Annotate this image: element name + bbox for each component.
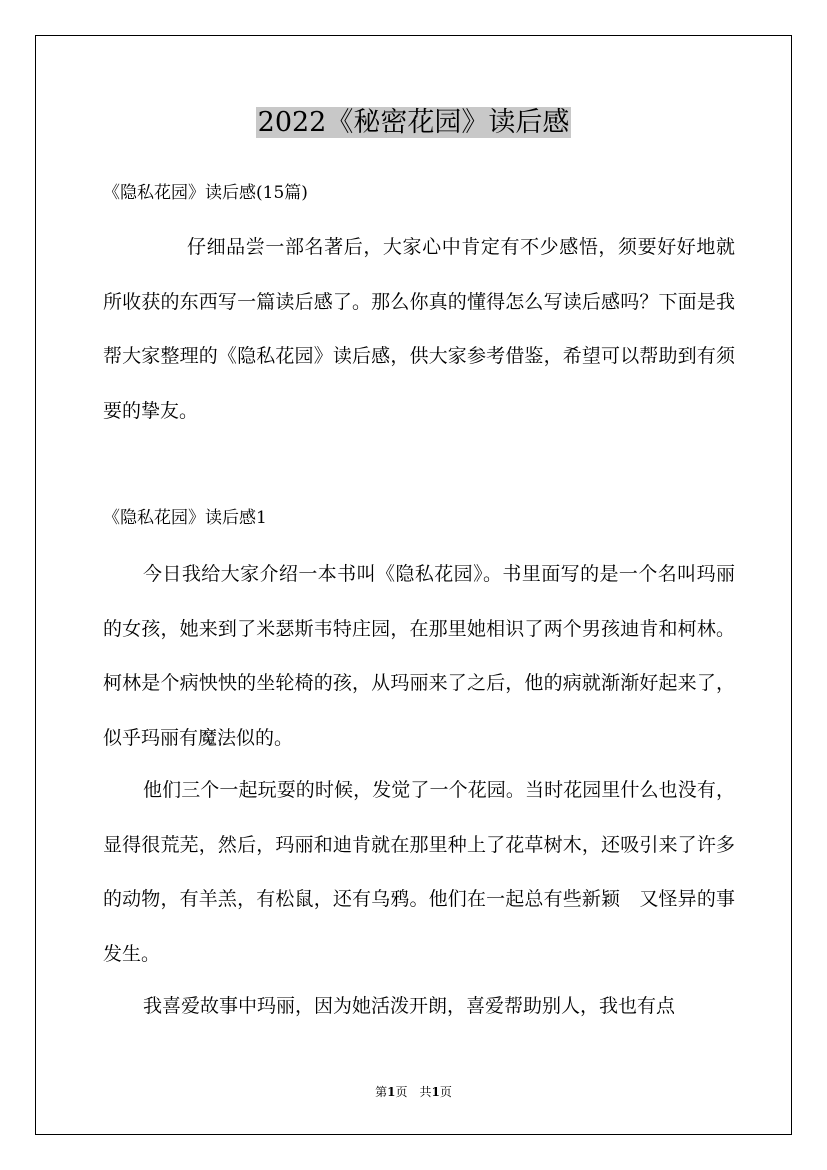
body-paragraph-1: 今日我给大家介绍一本书叫《隐私花园》。书里面写的是一个名叫玛丽的女孩，她来到了米瑟斯韦特庄园，在那里她相识了两个男孩迪肯和柯林。柯林是个病怏怏的坐轮椅的孩，从玛丽来了之后，他的病就渐渐好起来了，似乎玛丽有魔法似的。: [103, 563, 735, 749]
page-footer: [0, 1084, 827, 1100]
footer-total-pages: 1: [431, 1085, 440, 1099]
footer-suffix: 页: [439, 1085, 452, 1099]
footer-prefix: 第: [375, 1085, 388, 1099]
document-title: [0, 103, 827, 143]
document-title-text: 2022《秘密花园》读后感: [257, 107, 570, 138]
section-heading: 《隐私花园》读后感1: [103, 508, 267, 528]
body-paragraph-3: 我喜爱故事中玛丽，因为她活泼开朗，喜爱帮助别人，我也有点: [143, 995, 676, 1017]
document-subtitle: 《隐私花园》读后感(15篇): [103, 183, 308, 203]
intro-paragraph: 仔细品尝一部名著后，大家心中肯定有不少感悟，须要好好地就所收获的东西写一篇读后感了。那么你真的懂得怎么写读后感吗？下面是我帮大家整理的《隐私花园》读后感，供大家参考借鉴，希望可以帮助到有须要的挚友。: [103, 236, 735, 422]
footer-middle: 页 共: [395, 1085, 432, 1099]
body-paragraph-2: 他们三个一起玩耍的时候，发觉了一个花园。当时花园里什么也没有，显得很荒芜，然后，玛丽和迪肯就在那里种上了花草树木，还吸引来了许多的动物，有羊羔，有松鼠，还有乌鸦。他们在一起总有些新颖 又怪异的事发生。: [103, 779, 735, 965]
footer-page-number: 1: [387, 1085, 396, 1099]
